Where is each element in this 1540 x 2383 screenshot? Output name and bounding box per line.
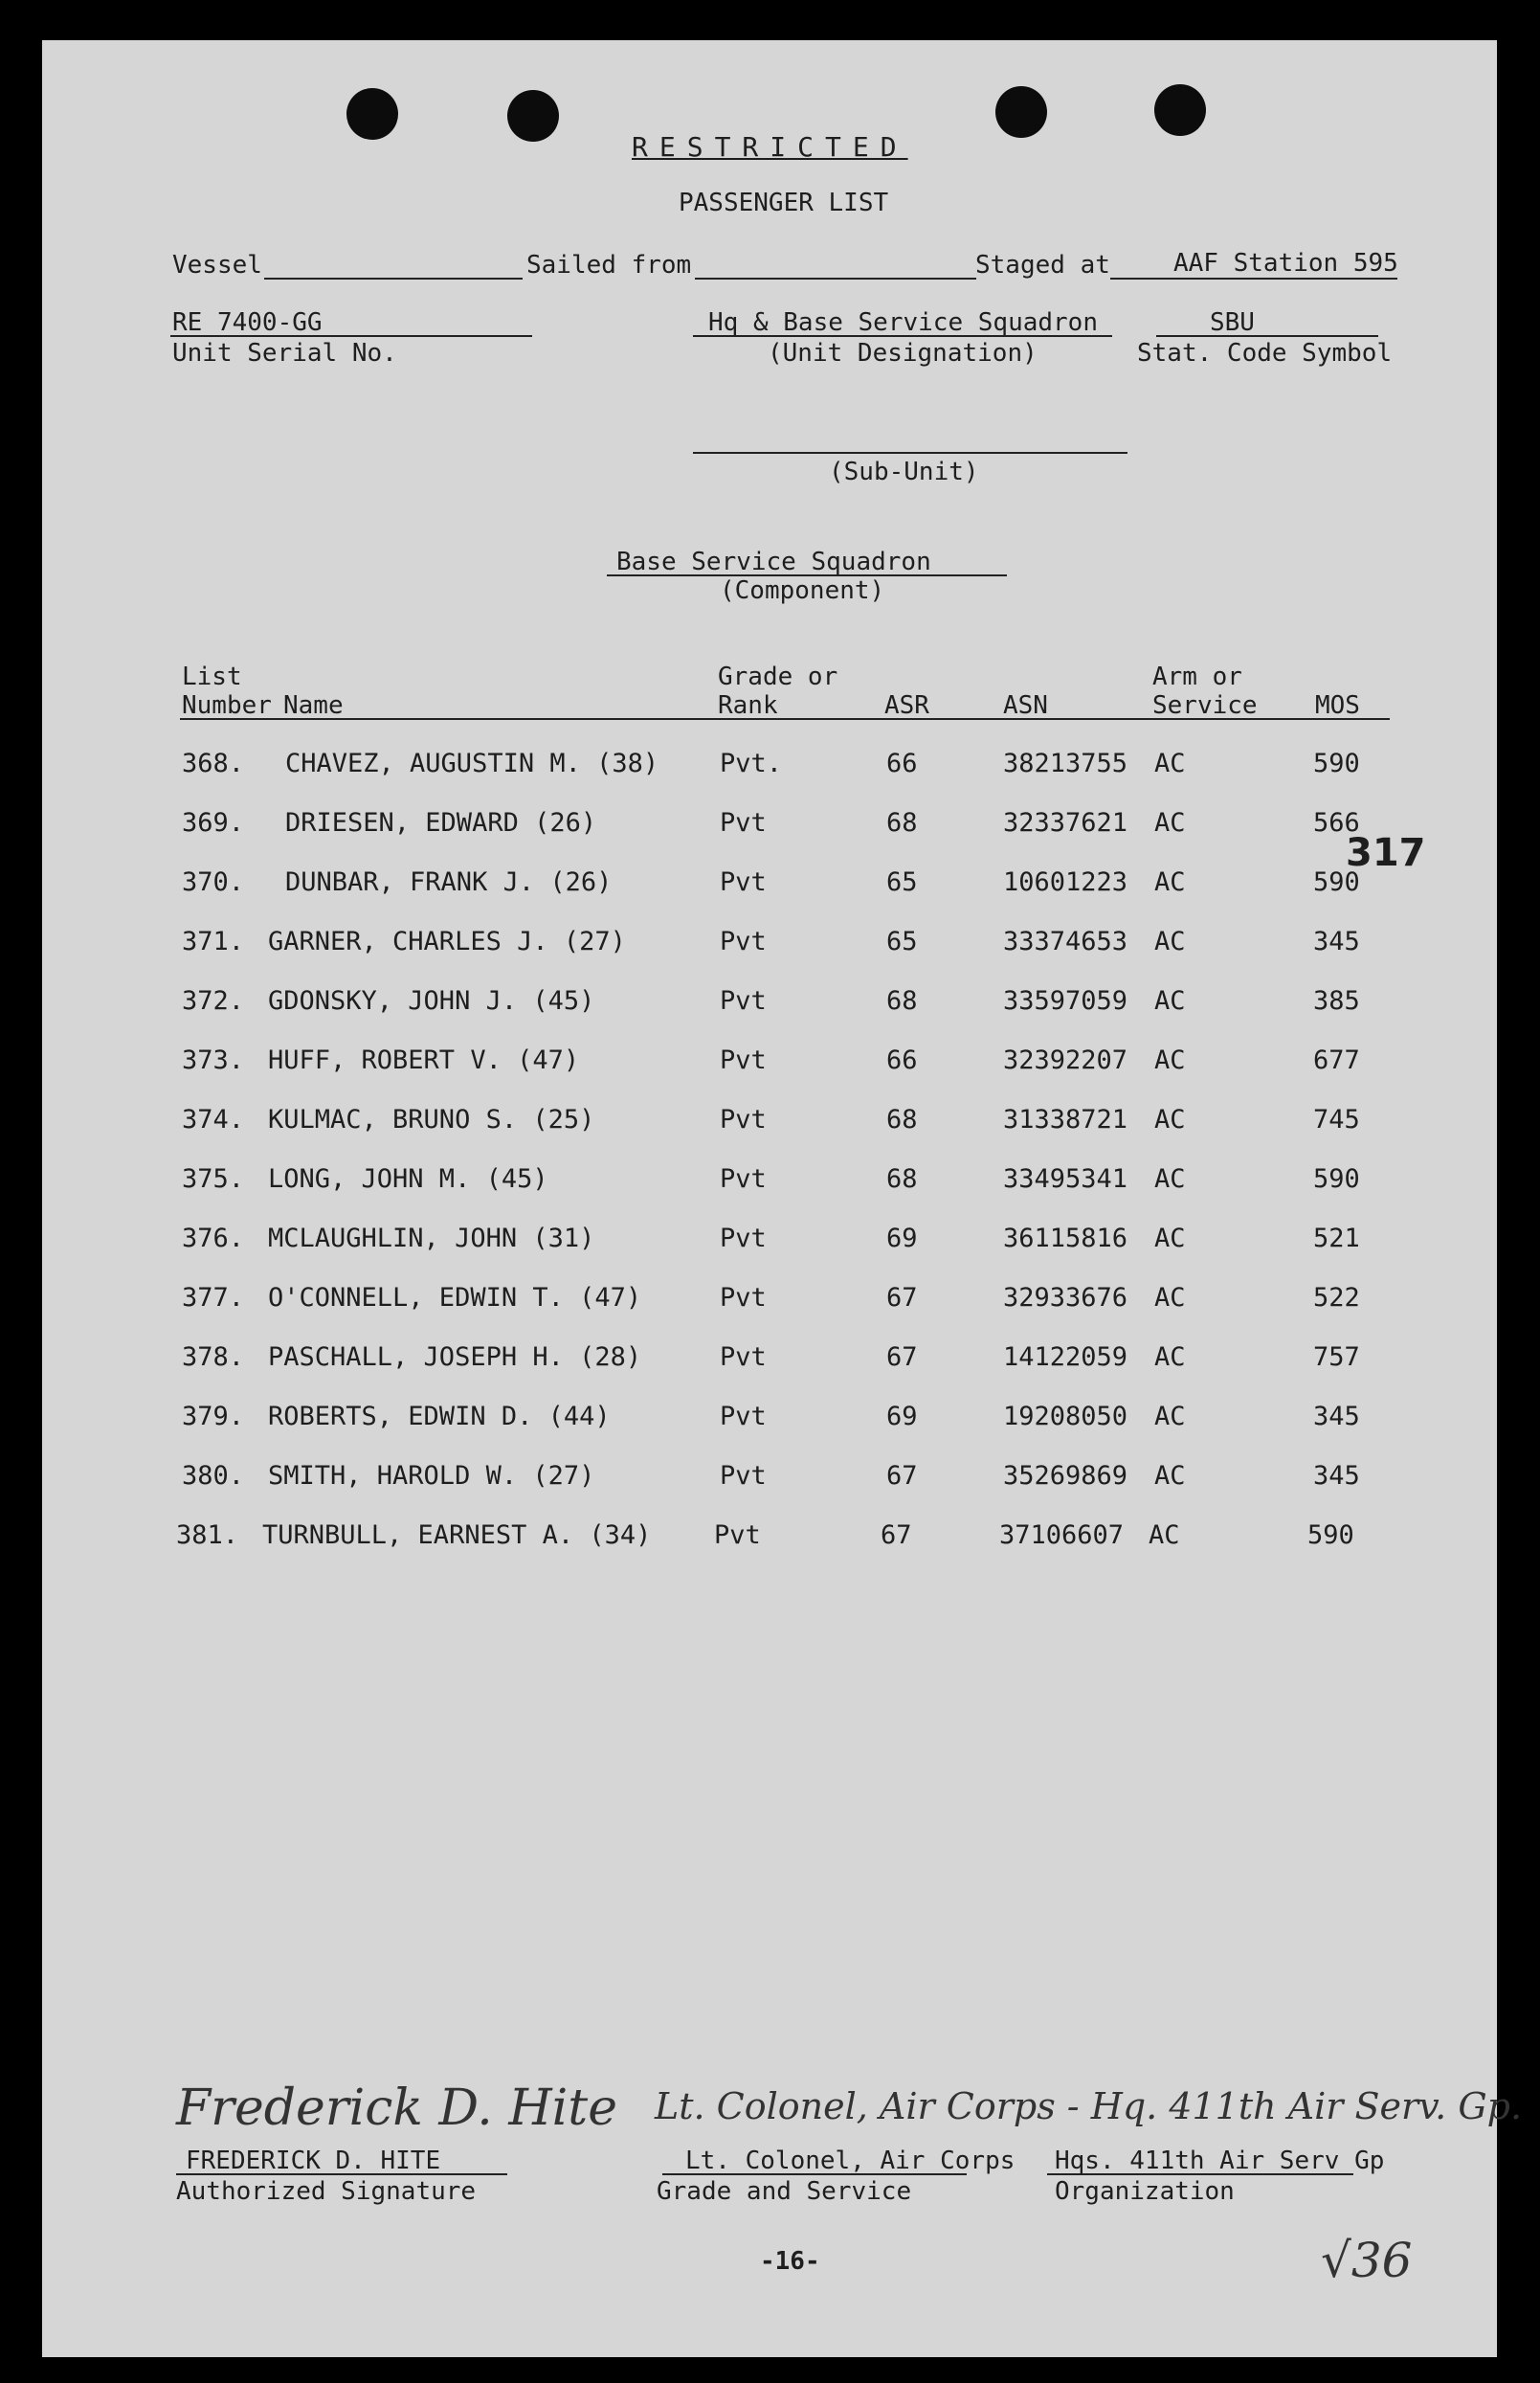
signature-line xyxy=(176,2173,507,2175)
unit-serial-value: RE 7400-GG xyxy=(172,308,323,337)
component-value: Base Service Squadron xyxy=(616,548,931,576)
row-number: 379. xyxy=(182,1402,245,1431)
table-row xyxy=(42,1342,1497,1381)
row-grade: Pvt xyxy=(720,1105,767,1135)
col-list-number: Number xyxy=(182,691,272,720)
col-grade-top: Grade or xyxy=(718,663,838,691)
row-asn: 37106607 xyxy=(999,1520,1125,1550)
row-number: 381. xyxy=(176,1520,239,1550)
row-mos: 677 xyxy=(1313,1045,1360,1075)
row-number: 377. xyxy=(182,1283,245,1313)
row-name: GDONSKY, JOHN J. (45) xyxy=(268,986,595,1016)
organization-value: Hqs. 411th Air Serv Gp xyxy=(1055,2147,1385,2175)
row-name: ROBERTS, EDWIN D. (44) xyxy=(268,1402,611,1431)
row-arm: AC xyxy=(1149,1520,1180,1550)
punch-hole xyxy=(346,88,398,140)
row-asr: 68 xyxy=(886,986,918,1016)
row-asn: 19208050 xyxy=(1003,1402,1128,1431)
row-number: 376. xyxy=(182,1224,245,1253)
row-asr: 68 xyxy=(886,808,918,838)
row-name: SMITH, HAROLD W. (27) xyxy=(268,1461,595,1491)
row-name: HUFF, ROBERT V. (47) xyxy=(268,1045,580,1075)
row-grade: Pvt xyxy=(720,1402,767,1431)
row-grade: Pvt xyxy=(720,1224,767,1253)
document-page xyxy=(42,40,1523,2357)
row-number: 380. xyxy=(182,1461,245,1491)
row-asr: 67 xyxy=(886,1283,918,1313)
row-name: GARNER, CHARLES J. (27) xyxy=(268,927,626,956)
row-mos: 757 xyxy=(1313,1342,1360,1372)
row-number: 378. xyxy=(182,1342,245,1372)
row-arm: AC xyxy=(1154,1224,1186,1253)
unit-designation-value: Hq & Base Service Squadron xyxy=(708,308,1098,337)
row-arm: AC xyxy=(1154,1342,1186,1372)
corner-handwritten-note: √36 xyxy=(1321,2233,1413,2288)
unit-serial-line xyxy=(170,335,532,337)
row-mos: 745 xyxy=(1313,1105,1360,1135)
table-row xyxy=(42,867,1497,906)
classification-heading: RESTRICTED xyxy=(632,131,908,163)
col-list-number-top: List xyxy=(182,663,242,691)
unit-designation-label: (Unit Designation) xyxy=(768,339,1038,368)
table-row xyxy=(42,808,1497,846)
row-asr: 65 xyxy=(886,867,918,897)
punch-hole xyxy=(995,86,1047,138)
staged-at-line xyxy=(1110,278,1397,280)
row-mos: 590 xyxy=(1313,1164,1360,1194)
unit-serial-label: Unit Serial No. xyxy=(172,339,397,368)
table-row xyxy=(42,1105,1497,1143)
row-asr: 66 xyxy=(886,1045,918,1075)
row-name: CHAVEZ, AUGUSTIN M. (38) xyxy=(285,749,659,778)
col-grade: Rank xyxy=(718,691,778,720)
vessel-line xyxy=(264,278,523,280)
row-number: 369. xyxy=(182,808,245,838)
row-arm: AC xyxy=(1154,1283,1186,1313)
sub-unit-label: (Sub-Unit) xyxy=(829,458,979,486)
col-arm: Service xyxy=(1152,691,1258,720)
row-arm: AC xyxy=(1154,867,1186,897)
row-asn: 32933676 xyxy=(1003,1283,1128,1313)
row-grade: Pvt xyxy=(720,1461,767,1491)
row-arm: AC xyxy=(1154,1105,1186,1135)
row-asn: 32337621 xyxy=(1003,808,1128,838)
row-number: 375. xyxy=(182,1164,245,1194)
row-name: DUNBAR, FRANK J. (26) xyxy=(285,867,613,897)
col-arm-top: Arm or xyxy=(1152,663,1242,691)
row-asn: 33374653 xyxy=(1003,927,1128,956)
table-row xyxy=(42,749,1497,787)
row-asn: 32392207 xyxy=(1003,1045,1128,1075)
row-arm: AC xyxy=(1154,986,1186,1016)
row-number: 370. xyxy=(182,867,245,897)
row-arm: AC xyxy=(1154,1045,1186,1075)
row-number: 374. xyxy=(182,1105,245,1135)
row-mos: 385 xyxy=(1313,986,1360,1016)
table-row xyxy=(42,1283,1497,1321)
row-grade: Pvt xyxy=(720,1283,767,1313)
row-number: 372. xyxy=(182,986,245,1016)
row-mos: 521 xyxy=(1313,1224,1360,1253)
unit-designation-line xyxy=(693,335,1112,337)
row-number: 373. xyxy=(182,1045,245,1075)
punch-hole xyxy=(507,90,559,142)
row-asn: 36115816 xyxy=(1003,1224,1128,1253)
page-number: -16- xyxy=(760,2247,820,2276)
table-row xyxy=(42,1045,1497,1084)
row-arm: AC xyxy=(1154,808,1186,838)
row-asr: 68 xyxy=(886,1164,918,1194)
signer-typed-name: FREDERICK D. HITE xyxy=(186,2147,441,2175)
component-label: (Component) xyxy=(720,576,885,605)
stat-code-label: Stat. Code Symbol xyxy=(1137,339,1393,368)
table-row xyxy=(42,1461,1497,1499)
document-title: PASSENGER LIST xyxy=(679,189,889,217)
row-name: LONG, JOHN M. (45) xyxy=(268,1164,548,1194)
row-grade: Pvt xyxy=(720,808,767,838)
row-mos: 590 xyxy=(1313,749,1360,778)
col-mos: MOS xyxy=(1315,691,1360,720)
row-mos: 522 xyxy=(1313,1283,1360,1313)
row-grade: Pvt xyxy=(720,927,767,956)
row-name: DRIESEN, EDWARD (26) xyxy=(285,808,597,838)
row-asr: 67 xyxy=(886,1461,918,1491)
row-grade: Pvt xyxy=(720,867,767,897)
handwritten-grade-organization: Lt. Colonel, Air Corps - Hq. 411th Air Serv. Gp. xyxy=(655,2085,1523,2127)
row-mos: 345 xyxy=(1313,1402,1360,1431)
row-asr: 66 xyxy=(886,749,918,778)
row-arm: AC xyxy=(1154,927,1186,956)
table-row xyxy=(42,1402,1497,1440)
grade-service-label: Grade and Service xyxy=(657,2177,912,2206)
row-arm: AC xyxy=(1154,1402,1186,1431)
row-mos: 590 xyxy=(1313,867,1360,897)
staged-at-label: Staged at xyxy=(975,251,1110,280)
table-row xyxy=(42,986,1497,1024)
grade-service-line xyxy=(662,2173,967,2175)
row-asr: 69 xyxy=(886,1402,918,1431)
grade-service-value: Lt. Colonel, Air Corps xyxy=(685,2147,1016,2175)
row-asr: 65 xyxy=(886,927,918,956)
row-asn: 38213755 xyxy=(1003,749,1128,778)
row-number: 368. xyxy=(182,749,245,778)
signature-label: Authorized Signature xyxy=(176,2177,477,2206)
organization-line xyxy=(1047,2173,1353,2175)
row-asr: 67 xyxy=(886,1342,918,1372)
staged-at-value: AAF Station 595 xyxy=(1173,249,1398,278)
handwritten-signature: Frederick D. Hite xyxy=(176,2080,617,2137)
organization-label: Organization xyxy=(1055,2177,1235,2206)
col-name: Name xyxy=(283,691,344,720)
row-asn: 31338721 xyxy=(1003,1105,1128,1135)
table-header-rule xyxy=(180,718,1390,720)
sailed-from-label: Sailed from xyxy=(526,251,692,280)
row-mos: 345 xyxy=(1313,1461,1360,1491)
col-asr: ASR xyxy=(884,691,929,720)
row-asn: 33597059 xyxy=(1003,986,1128,1016)
stat-code-line xyxy=(1156,335,1378,337)
row-grade: Pvt xyxy=(720,1164,767,1194)
row-name: KULMAC, BRUNO S. (25) xyxy=(268,1105,595,1135)
row-mos: 345 xyxy=(1313,927,1360,956)
row-mos: 566 xyxy=(1313,808,1360,838)
row-arm: AC xyxy=(1154,749,1186,778)
row-grade: Pvt xyxy=(714,1520,761,1550)
row-asr: 69 xyxy=(886,1224,918,1253)
row-grade: Pvt xyxy=(720,1342,767,1372)
sub-unit-line xyxy=(693,452,1127,454)
row-asr: 67 xyxy=(881,1520,912,1550)
row-asn: 10601223 xyxy=(1003,867,1128,897)
table-row xyxy=(42,927,1497,965)
row-mos: 590 xyxy=(1307,1520,1354,1550)
vessel-label: Vessel xyxy=(172,251,262,280)
row-asn: 33495341 xyxy=(1003,1164,1128,1194)
row-grade: Pvt. xyxy=(720,749,783,778)
row-asr: 68 xyxy=(886,1105,918,1135)
row-name: TURNBULL, EARNEST A. (34) xyxy=(262,1520,652,1550)
row-asn: 14122059 xyxy=(1003,1342,1128,1372)
stat-code-value: SBU xyxy=(1210,308,1255,337)
row-grade: Pvt xyxy=(720,986,767,1016)
row-asn: 35269869 xyxy=(1003,1461,1128,1491)
row-arm: AC xyxy=(1154,1164,1186,1194)
punch-hole xyxy=(1154,84,1206,136)
table-row xyxy=(42,1164,1497,1203)
sailed-from-line xyxy=(695,278,976,280)
row-arm: AC xyxy=(1154,1461,1186,1491)
table-row xyxy=(42,1224,1497,1262)
row-name: PASCHALL, JOSEPH H. (28) xyxy=(268,1342,642,1372)
table-row xyxy=(42,1520,1497,1559)
row-name: MCLAUGHLIN, JOHN (31) xyxy=(268,1224,595,1253)
row-number: 371. xyxy=(182,927,245,956)
row-grade: Pvt xyxy=(720,1045,767,1075)
stamped-number: 317 xyxy=(1346,831,1426,875)
col-asn: ASN xyxy=(1003,691,1048,720)
row-name: O'CONNELL, EDWIN T. (47) xyxy=(268,1283,642,1313)
